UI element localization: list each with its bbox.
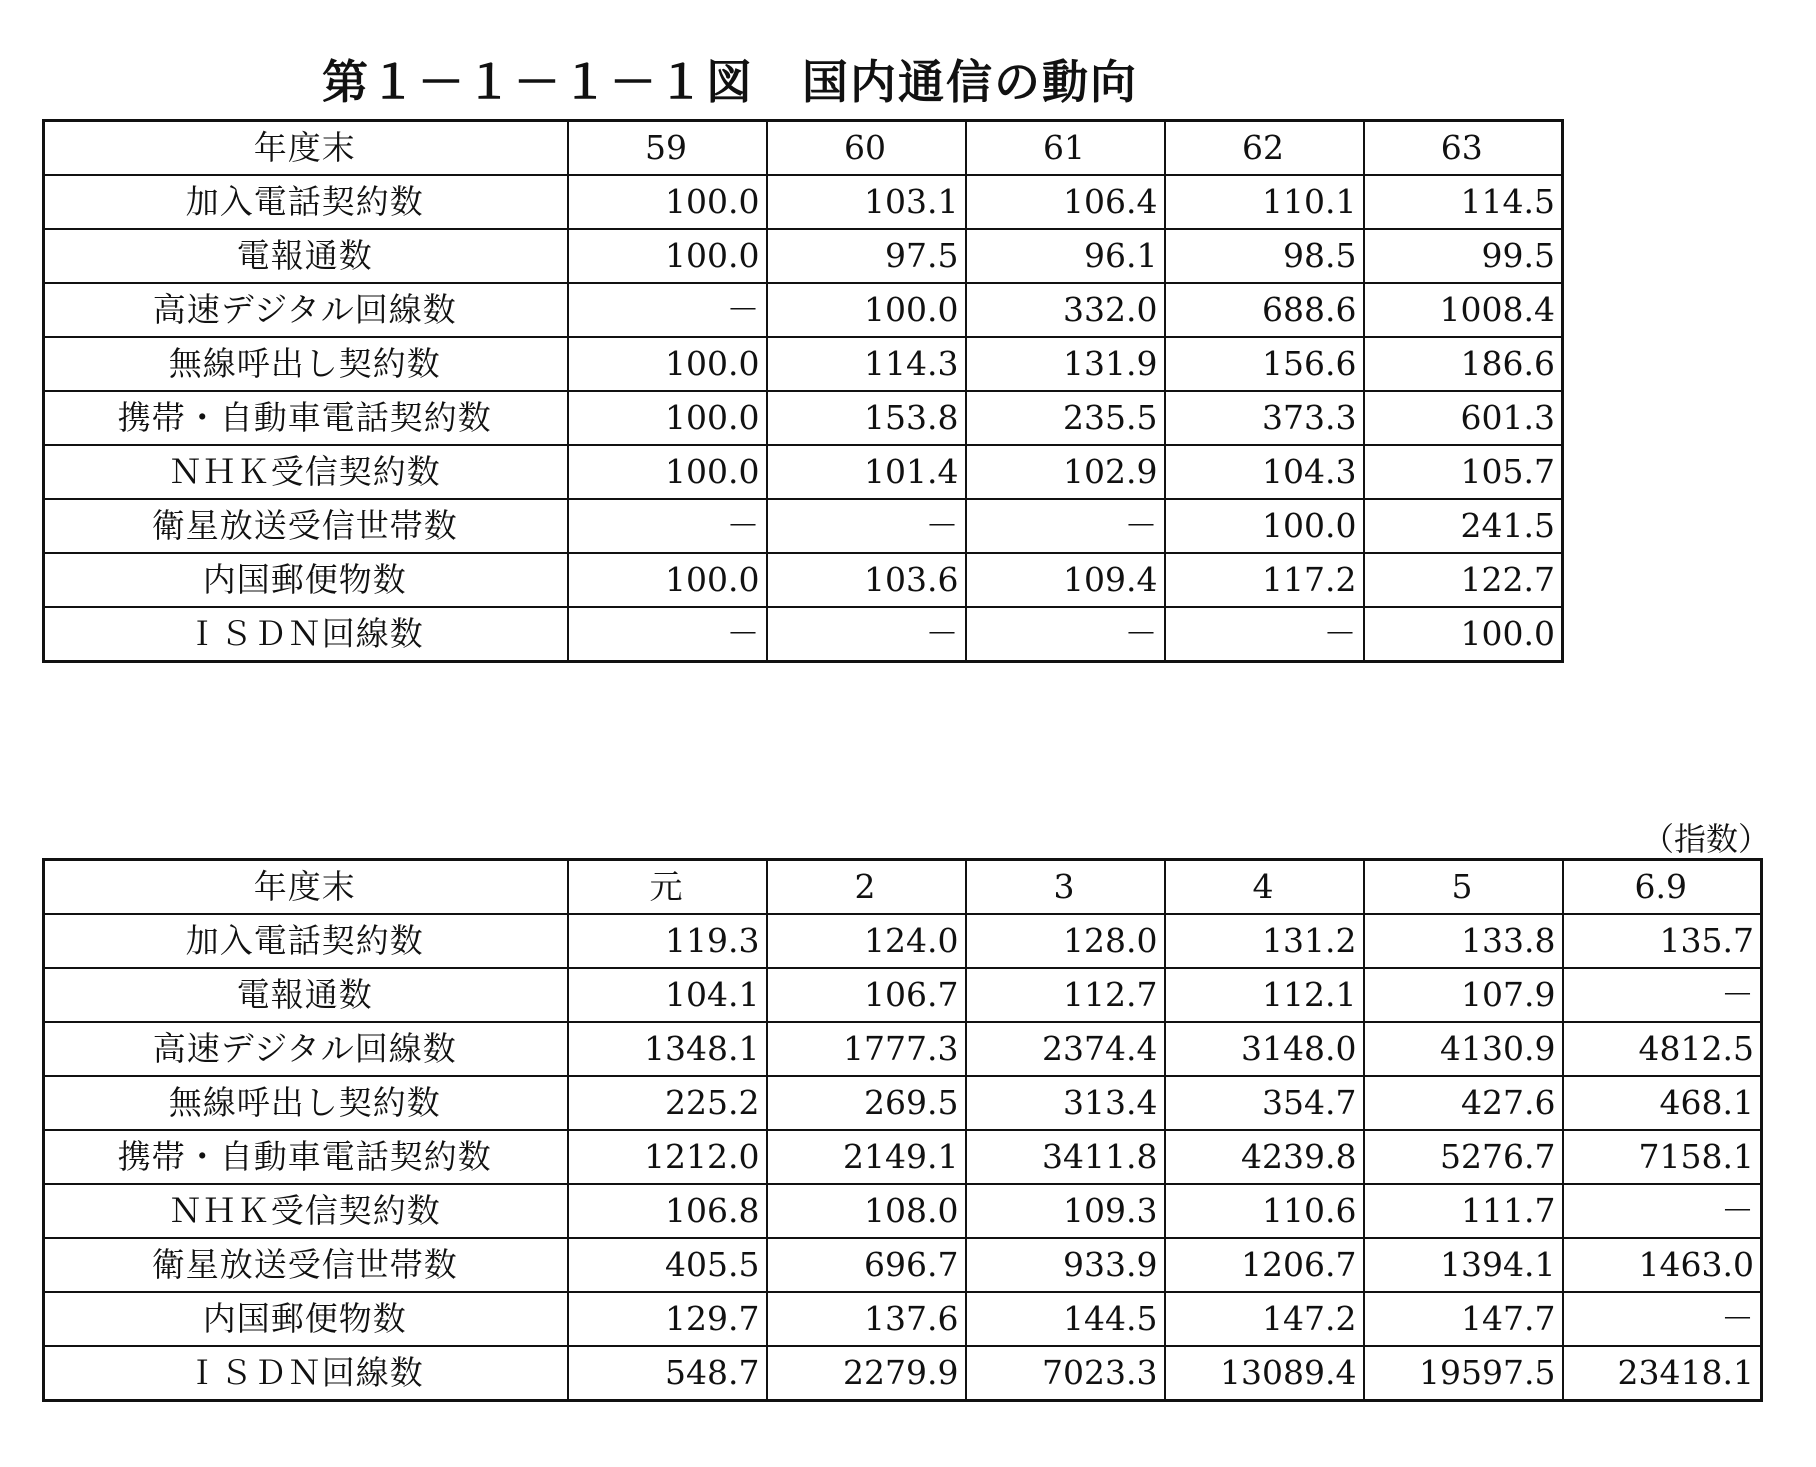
value-cell: 107.9 (1364, 968, 1563, 1022)
value-cell: 548.7 (568, 1346, 767, 1401)
value-cell: － (767, 499, 966, 553)
value-cell: － (1563, 968, 1762, 1022)
value-cell: 7023.3 (966, 1346, 1165, 1401)
value-cell: 4130.9 (1364, 1022, 1563, 1076)
value-cell: 129.7 (568, 1292, 767, 1346)
table-row (44, 968, 1762, 1022)
value-cell: 96.1 (966, 229, 1165, 283)
value-cell: － (1165, 607, 1364, 662)
value-cell: 1008.4 (1364, 283, 1563, 337)
value-cell: 601.3 (1364, 391, 1563, 445)
table-row (44, 229, 1563, 283)
value-cell: 100.0 (568, 229, 767, 283)
value-cell: 1212.0 (568, 1130, 767, 1184)
header-row (44, 860, 1762, 915)
value-cell: 313.4 (966, 1076, 1165, 1130)
row-label-cell: 携帯・自動車電話契約数 (44, 391, 568, 445)
value-cell: 100.0 (568, 445, 767, 499)
year-header-cell: 2 (767, 860, 966, 915)
row-label-cell: 高速デジタル回線数 (44, 1022, 568, 1076)
value-cell: 104.1 (568, 968, 767, 1022)
table-row (44, 1238, 1762, 1292)
year-header-cell: 3 (966, 860, 1165, 915)
index-table-1 (42, 119, 1564, 663)
value-cell: 427.6 (1364, 1076, 1563, 1130)
row-label-cell: 加入電話契約数 (44, 914, 568, 968)
value-cell: 114.3 (767, 337, 966, 391)
table-row (44, 391, 1563, 445)
year-header-cell: 60 (767, 121, 966, 176)
value-cell: － (1563, 1292, 1762, 1346)
value-cell: 156.6 (1165, 337, 1364, 391)
value-cell: 109.4 (966, 553, 1165, 607)
value-cell: 13089.4 (1165, 1346, 1364, 1401)
value-cell: 98.5 (1165, 229, 1364, 283)
value-cell: 106.8 (568, 1184, 767, 1238)
row-label-cell: 内国郵便物数 (44, 553, 568, 607)
row-label-cell: ＩＳＤＮ回線数 (44, 1346, 568, 1401)
value-cell: 104.3 (1165, 445, 1364, 499)
value-cell: 105.7 (1364, 445, 1563, 499)
row-label-cell: 衛星放送受信世帯数 (44, 499, 568, 553)
value-cell: 153.8 (767, 391, 966, 445)
value-cell: 933.9 (966, 1238, 1165, 1292)
value-cell: 100.0 (1165, 499, 1364, 553)
table-row (44, 607, 1563, 662)
value-cell: 1394.1 (1364, 1238, 1563, 1292)
table-row (44, 1022, 1762, 1076)
row-label-cell: 電報通数 (44, 968, 568, 1022)
row-label-cell: 高速デジタル回線数 (44, 283, 568, 337)
value-cell: 2279.9 (767, 1346, 966, 1401)
value-cell: 269.5 (767, 1076, 966, 1130)
value-cell: 100.0 (568, 553, 767, 607)
value-cell: － (568, 607, 767, 662)
value-cell: 2374.4 (966, 1022, 1165, 1076)
year-header-cell: 63 (1364, 121, 1563, 176)
value-cell: 122.7 (1364, 553, 1563, 607)
table-row (44, 553, 1563, 607)
value-cell: 7158.1 (1563, 1130, 1762, 1184)
value-cell: 4812.5 (1563, 1022, 1762, 1076)
row-label-cell: ＩＳＤＮ回線数 (44, 607, 568, 662)
table-row (44, 914, 1762, 968)
value-cell: 131.9 (966, 337, 1165, 391)
value-cell: 23418.1 (1563, 1346, 1762, 1401)
value-cell: 4239.8 (1165, 1130, 1364, 1184)
year-header-cell: 4 (1165, 860, 1364, 915)
value-cell: 5276.7 (1364, 1130, 1563, 1184)
value-cell: 100.0 (568, 337, 767, 391)
value-cell: 186.6 (1364, 337, 1563, 391)
table-row (44, 337, 1563, 391)
value-cell: 100.0 (568, 175, 767, 229)
table-row (44, 1076, 1762, 1130)
value-cell: 241.5 (1364, 499, 1563, 553)
value-cell: 128.0 (966, 914, 1165, 968)
value-cell: － (568, 283, 767, 337)
year-header-cell: 61 (966, 121, 1165, 176)
value-cell: 106.7 (767, 968, 966, 1022)
value-cell: 110.1 (1165, 175, 1364, 229)
row-label-cell: 加入電話契約数 (44, 175, 568, 229)
row-label-cell: 電報通数 (44, 229, 568, 283)
value-cell: 100.0 (568, 391, 767, 445)
value-cell: 1777.3 (767, 1022, 966, 1076)
table-row (44, 283, 1563, 337)
value-cell: 332.0 (966, 283, 1165, 337)
value-cell: 2149.1 (767, 1130, 966, 1184)
value-cell: 100.0 (1364, 607, 1563, 662)
table-row (44, 1184, 1762, 1238)
value-cell: 108.0 (767, 1184, 966, 1238)
row-label-cell: 衛星放送受信世帯数 (44, 1238, 568, 1292)
unit-label: （指数） (1641, 820, 1770, 858)
year-header-cell: 6.9 (1563, 860, 1762, 915)
value-cell: 696.7 (767, 1238, 966, 1292)
value-cell: 3148.0 (1165, 1022, 1364, 1076)
value-cell: 137.6 (767, 1292, 966, 1346)
header-label-cell: 年度末 (44, 121, 568, 176)
row-label-cell: 無線呼出し契約数 (44, 1076, 568, 1130)
value-cell: 225.2 (568, 1076, 767, 1130)
value-cell: 109.3 (966, 1184, 1165, 1238)
header-row (44, 121, 1563, 176)
table-row (44, 1130, 1762, 1184)
value-cell: 117.2 (1165, 553, 1364, 607)
year-header-cell: 5 (1364, 860, 1563, 915)
header-label-cell: 年度末 (44, 860, 568, 915)
value-cell: 235.5 (966, 391, 1165, 445)
value-cell: － (966, 607, 1165, 662)
value-cell: 373.3 (1165, 391, 1364, 445)
value-cell: 106.4 (966, 175, 1165, 229)
value-cell: 102.9 (966, 445, 1165, 499)
value-cell: 354.7 (1165, 1076, 1364, 1130)
table-row (44, 1346, 1762, 1401)
value-cell: 147.2 (1165, 1292, 1364, 1346)
page-title: 第１－１－１－１図 国内通信の動向 (322, 55, 1138, 109)
value-cell: 131.2 (1165, 914, 1364, 968)
value-cell: － (568, 499, 767, 553)
value-cell: 101.4 (767, 445, 966, 499)
value-cell: 405.5 (568, 1238, 767, 1292)
year-header-cell: 元 (568, 860, 767, 915)
value-cell: 3411.8 (966, 1130, 1165, 1184)
value-cell: － (1563, 1184, 1762, 1238)
row-label-cell: ＮＨＫ受信契約数 (44, 1184, 568, 1238)
value-cell: 103.1 (767, 175, 966, 229)
row-label-cell: 無線呼出し契約数 (44, 337, 568, 391)
value-cell: 135.7 (1563, 914, 1762, 968)
value-cell: 110.6 (1165, 1184, 1364, 1238)
index-table-2 (42, 858, 1763, 1402)
value-cell: 133.8 (1364, 914, 1563, 968)
value-cell: － (767, 607, 966, 662)
table-row (44, 1292, 1762, 1346)
table-row (44, 175, 1563, 229)
value-cell: 111.7 (1364, 1184, 1563, 1238)
year-header-cell: 59 (568, 121, 767, 176)
row-label-cell: 携帯・自動車電話契約数 (44, 1130, 568, 1184)
table-row (44, 499, 1563, 553)
value-cell: 112.7 (966, 968, 1165, 1022)
row-label-cell: ＮＨＫ受信契約数 (44, 445, 568, 499)
value-cell: 99.5 (1364, 229, 1563, 283)
value-cell: 147.7 (1364, 1292, 1563, 1346)
value-cell: 688.6 (1165, 283, 1364, 337)
value-cell: 100.0 (767, 283, 966, 337)
value-cell: 19597.5 (1364, 1346, 1563, 1401)
value-cell: 119.3 (568, 914, 767, 968)
value-cell: 112.1 (1165, 968, 1364, 1022)
value-cell: 1348.1 (568, 1022, 767, 1076)
value-cell: 1206.7 (1165, 1238, 1364, 1292)
value-cell: － (966, 499, 1165, 553)
year-header-cell: 62 (1165, 121, 1364, 176)
value-cell: 114.5 (1364, 175, 1563, 229)
value-cell: 468.1 (1563, 1076, 1762, 1130)
value-cell: 124.0 (767, 914, 966, 968)
table-row (44, 445, 1563, 499)
value-cell: 97.5 (767, 229, 966, 283)
value-cell: 103.6 (767, 553, 966, 607)
value-cell: 144.5 (966, 1292, 1165, 1346)
row-label-cell: 内国郵便物数 (44, 1292, 568, 1346)
value-cell: 1463.0 (1563, 1238, 1762, 1292)
